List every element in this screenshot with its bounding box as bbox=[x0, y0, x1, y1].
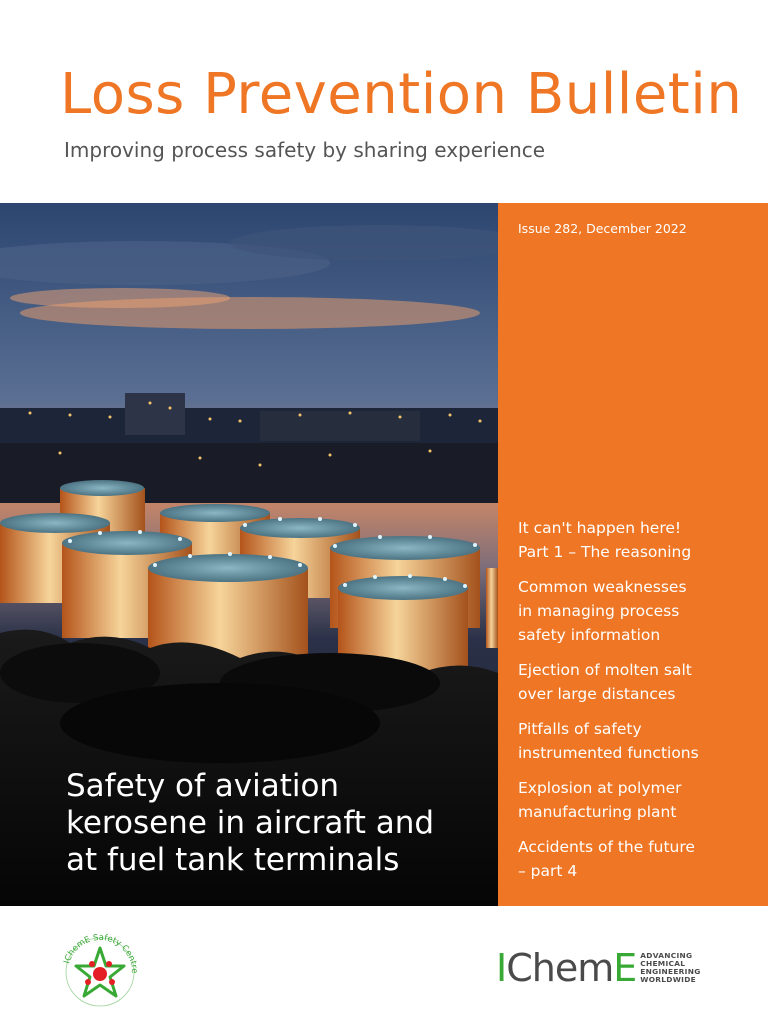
contents-list bbox=[518, 516, 758, 894]
contents-item-line: in managing process bbox=[518, 602, 680, 620]
feature-headline bbox=[66, 768, 486, 879]
contents-item-line: Ejection of molten salt bbox=[518, 661, 692, 679]
contents-item[interactable] bbox=[518, 835, 758, 883]
tagline-line: CHEMICAL bbox=[640, 958, 686, 968]
contents-item-line: Explosion at polymer bbox=[518, 779, 682, 797]
icheme-e: E bbox=[613, 946, 637, 990]
contents-item-line: manufacturing plant bbox=[518, 803, 677, 821]
contents-item[interactable] bbox=[518, 658, 758, 706]
contents-item-line: instrumented functions bbox=[518, 744, 699, 762]
masthead-subtitle: Improving process safety by sharing experience bbox=[64, 138, 546, 162]
issue-label: Issue 282, December 2022 bbox=[518, 221, 687, 236]
feature-line: Safety of aviation bbox=[66, 768, 340, 804]
masthead-title: Loss Prevention Bulletin bbox=[60, 62, 743, 127]
feature-line: at fuel tank terminals bbox=[66, 842, 400, 878]
tagline-line: WORLDWIDE bbox=[640, 975, 697, 985]
contents-item-line: Common weaknesses bbox=[518, 578, 687, 596]
contents-item-line: Pitfalls of safety bbox=[518, 720, 642, 738]
tagline-line: ENGINEERING bbox=[640, 967, 701, 976]
contents-item[interactable] bbox=[518, 717, 758, 765]
contents-item-line: over large distances bbox=[518, 685, 676, 703]
safety-centre-logo bbox=[58, 930, 142, 1014]
contents-item[interactable] bbox=[518, 516, 758, 564]
safety-centre-star-icon bbox=[58, 930, 142, 1014]
contents-item-line: Accidents of the future bbox=[518, 838, 695, 856]
contents-panel bbox=[498, 203, 768, 906]
contents-item-line: Part 1 – The reasoning bbox=[518, 543, 692, 561]
contents-item[interactable] bbox=[518, 776, 758, 824]
icheme-logo bbox=[496, 942, 701, 994]
contents-item-line: – part 4 bbox=[518, 862, 578, 880]
tagline-line: ADVANCING bbox=[640, 950, 693, 960]
contents-item-line: It can't happen here! bbox=[518, 519, 682, 537]
cover-photo bbox=[0, 203, 498, 906]
icheme-tagline bbox=[640, 952, 700, 985]
contents-item[interactable] bbox=[518, 575, 758, 647]
icheme-wordmark bbox=[496, 942, 636, 994]
feature-line: kerosene in aircraft and bbox=[66, 805, 435, 841]
safety-centre-text: IChemE Safety Centre bbox=[62, 932, 140, 974]
icheme-i: I bbox=[496, 946, 507, 990]
contents-item-line: safety information bbox=[518, 626, 661, 644]
icheme-chem: Chem bbox=[506, 946, 614, 990]
